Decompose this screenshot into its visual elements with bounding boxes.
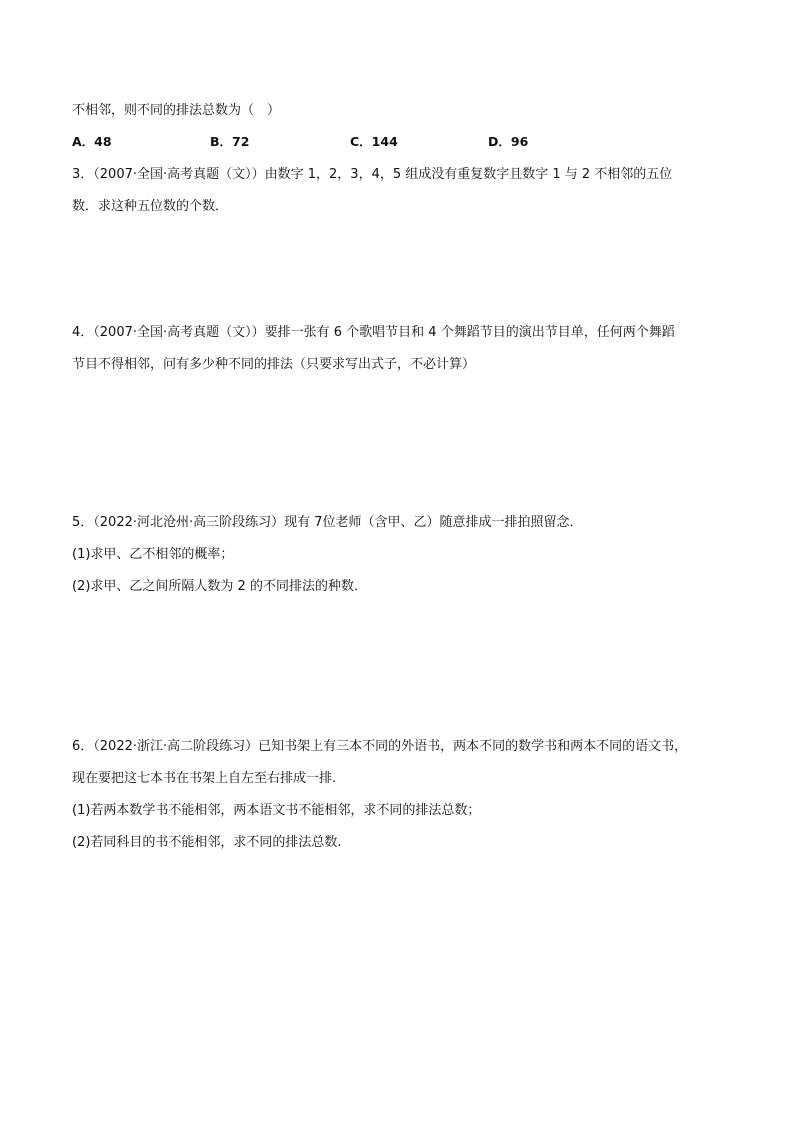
question-6-part-1: (1)若两本数学书不能相邻，两本语文书不能相邻，求不同的排法总数； xyxy=(72,803,481,818)
continuation-line: 不相邻，则不同的排法总数为（ ） xyxy=(72,103,281,118)
question-3-line-2: 数．求这种五位数的个数． xyxy=(72,199,229,214)
question-4-line-2: 节目不得相邻，问有多少种不同的排法（只要求写出式子，不必计算） xyxy=(72,357,476,372)
question-6-line-2: 现在要把这七本书在书架上自左至右排成一排. xyxy=(72,771,337,786)
option-a: A．48 xyxy=(72,134,112,149)
question-5-line-1: 5．（2022·河北沧州·高三阶段练习）现有 7位老师（含甲、乙）随意排成一排拍照留念． xyxy=(72,515,583,530)
question-3-line-1: 3．（2007·全国·高考真题（文））由数字 1，2，3，4，5 组成没有重复数字且数字 1 与 2 不相邻的五位 xyxy=(72,167,673,182)
question-6-part-2: (2)若同科目的书不能相邻，求不同的排法总数. xyxy=(72,835,342,850)
option-d: D．96 xyxy=(488,134,529,149)
question-5-part-2: (2)求甲、乙之间所隔人数为 2 的不同排法的种数． xyxy=(72,579,367,594)
option-c: C．144 xyxy=(350,134,398,149)
question-5-part-1: (1)求甲、乙不相邻的概率； xyxy=(72,547,234,562)
option-b: B．72 xyxy=(210,134,250,149)
question-4-line-1: 4．（2007·全国·高考真题（文））要排一张有 6 个歌唱节目和 4 个舞蹈节目的演出节目单，任何两个舞蹈 xyxy=(72,325,675,340)
question-6-line-1: 6．（2022·浙江·高二阶段练习）已知书架上有三本不同的外语书，两本不同的数学书和两本不同的语文书， xyxy=(72,739,688,754)
